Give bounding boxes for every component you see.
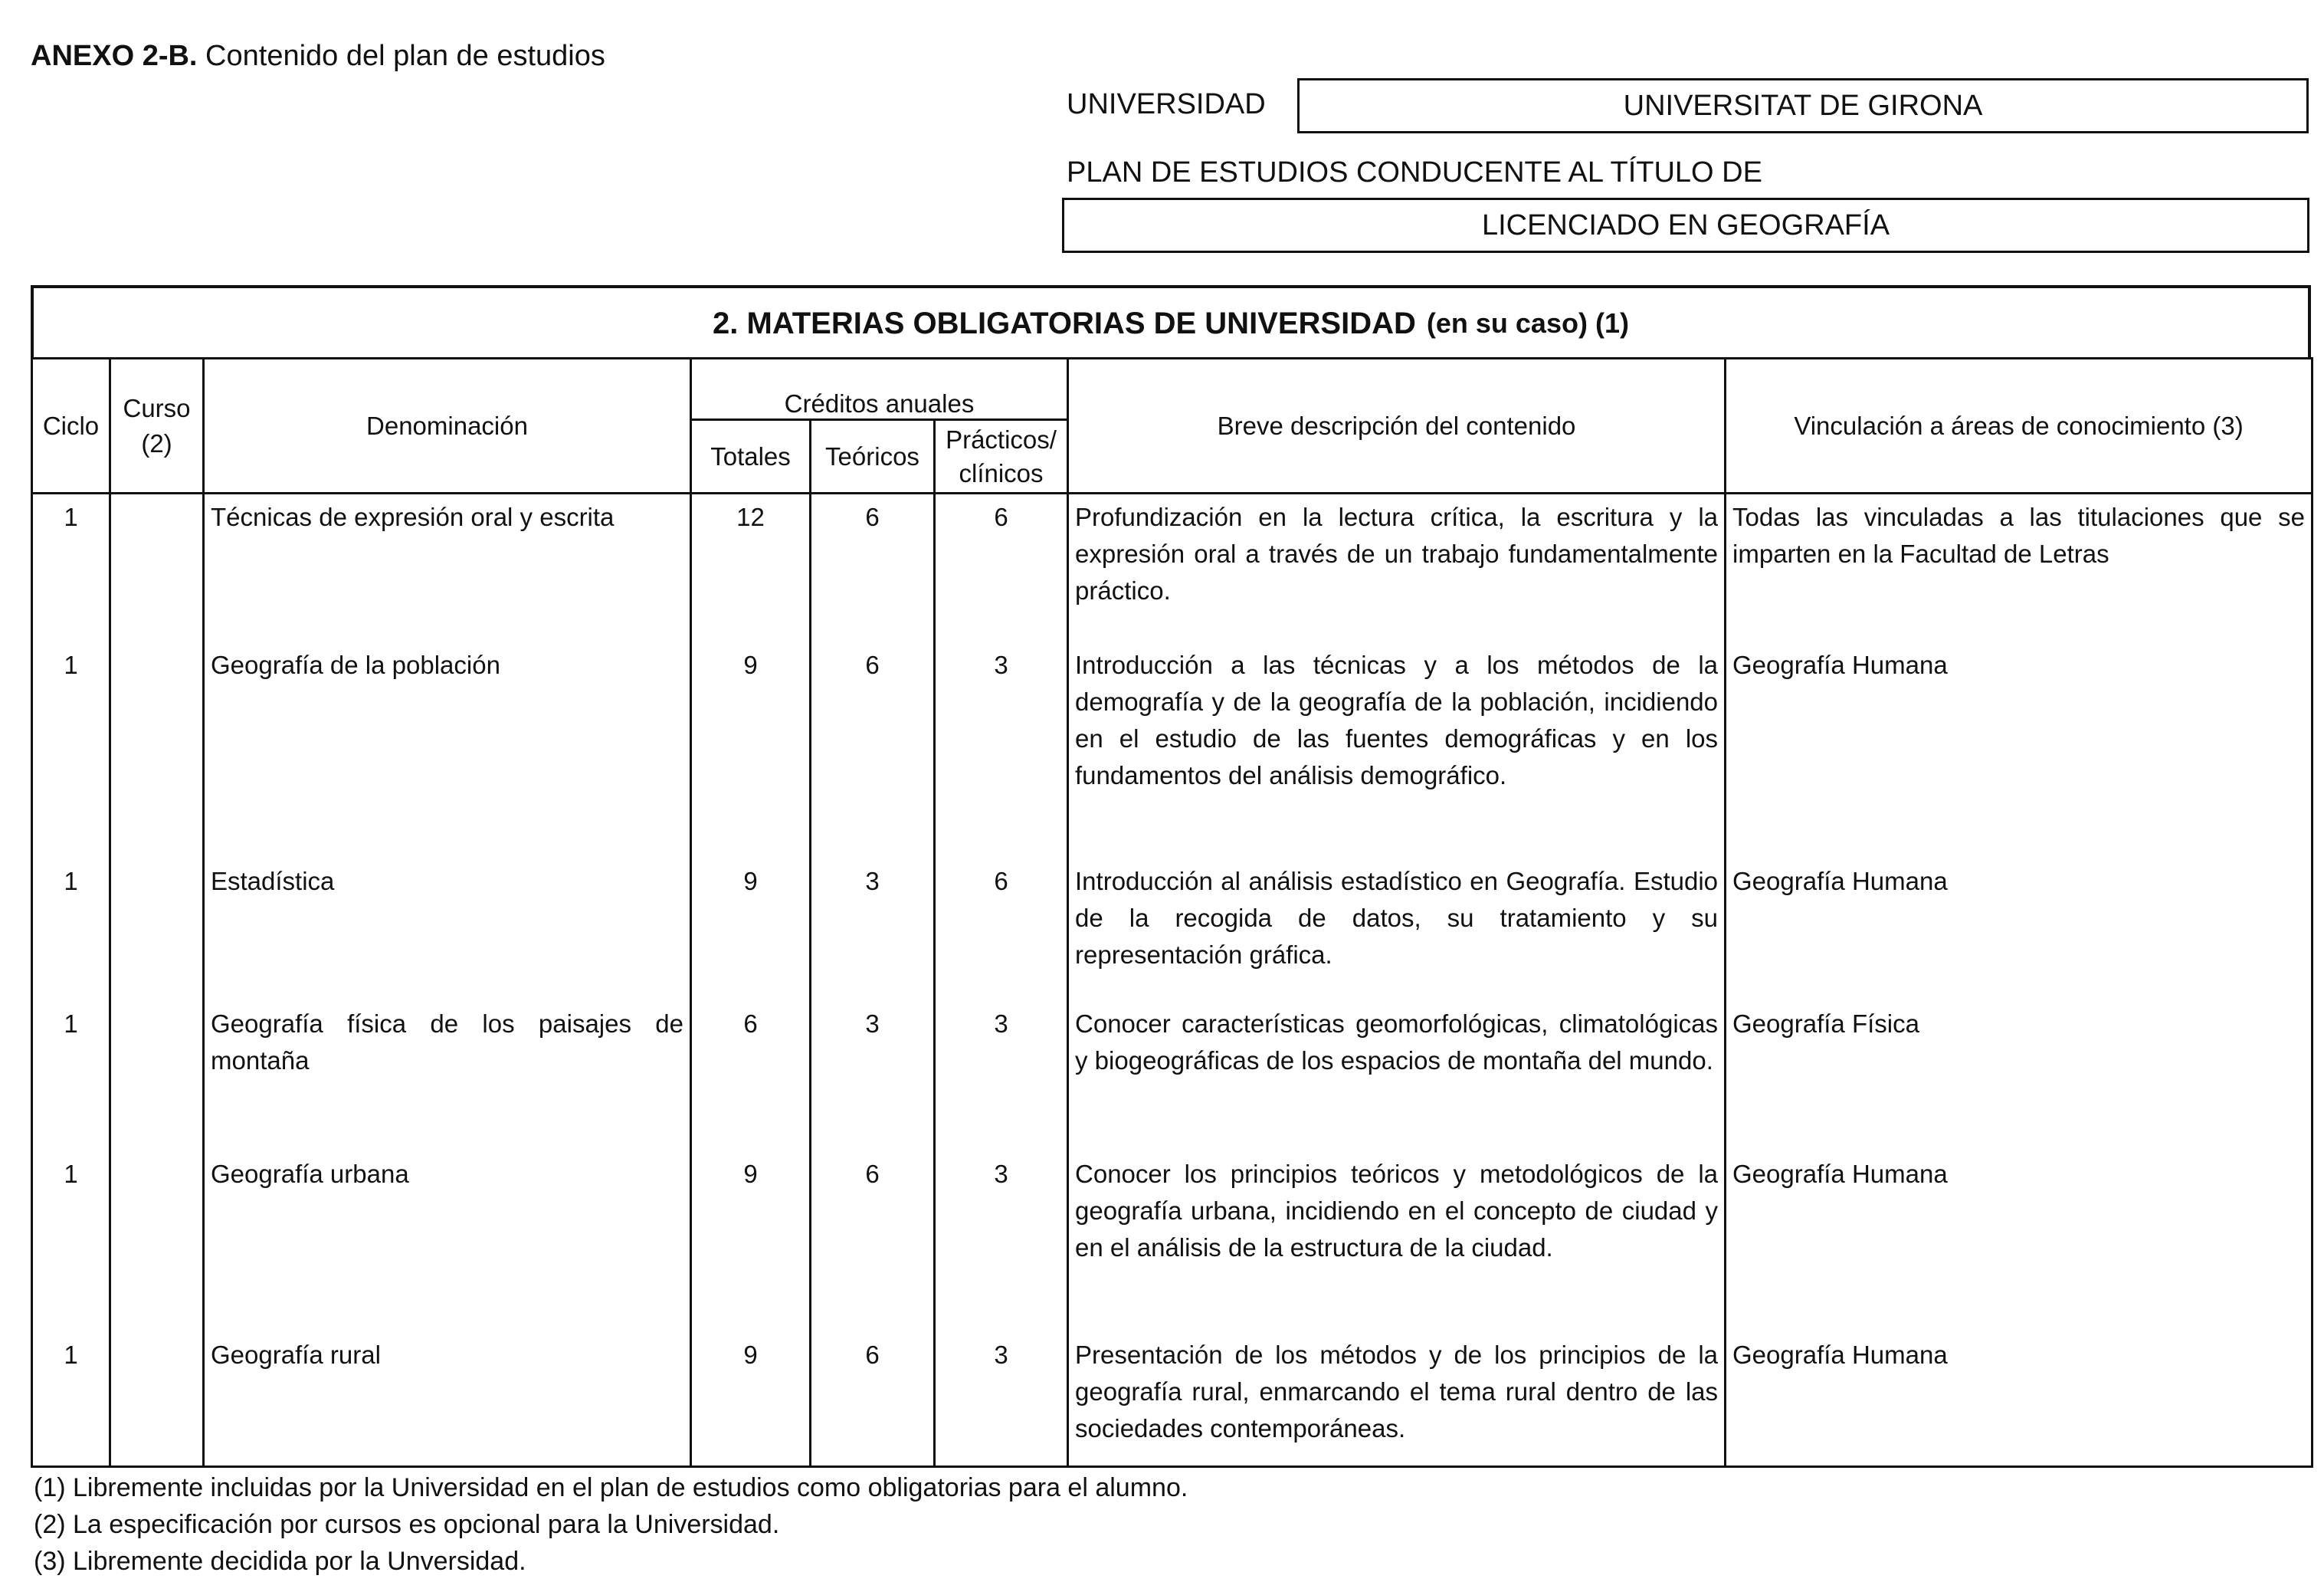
row-totales: 12 [736, 503, 765, 531]
header-teoricos: Teóricos [811, 420, 935, 494]
row-practicos: 3 [994, 1340, 1008, 1369]
row-descripcion: Introducción a las técnicas y a los métodos de la demografía y de la geografía de la población, incidiendo en el estudio de las fuentes demográficas y en los fundamentos del análisis demográfico. [1075, 650, 1719, 789]
row-practicos: 3 [994, 1159, 1008, 1188]
header-creditos: Créditos anuales [691, 359, 1068, 420]
row-curso [111, 1151, 202, 1160]
row-denominacion: Estadística [211, 866, 335, 895]
footnote-1: (1) Libremente incluidas por la Universidad en el plan de estudios como obligatorias para el alumno. [34, 1473, 1188, 1502]
titulo-value: LICENCIADO EN GEOGRAFÍA [1481, 208, 1890, 241]
row-vinculacion: Geografía Humana [1732, 1340, 1948, 1369]
table-row [32, 1151, 2313, 1332]
row-denominacion: Geografía de la población [211, 650, 500, 679]
row-curso [111, 1001, 202, 1010]
footnotes [34, 1469, 1188, 1580]
titulo-value-box [1062, 198, 2309, 253]
row-totales: 9 [743, 866, 758, 895]
table-row [32, 1001, 2313, 1151]
row-denominacion: Geografía física de los paisajes de montaña [211, 1009, 683, 1075]
row-vinculacion: Geografía Humana [1732, 866, 1948, 895]
row-totales: 9 [743, 1159, 758, 1188]
row-totales: 9 [743, 650, 758, 679]
row-teoricos: 3 [865, 866, 880, 895]
row-vinculacion: Geografía Humana [1732, 650, 1948, 679]
universidad-value-box [1297, 78, 2309, 133]
footnote-2: (2) La especificación por cursos es opcional para la Universidad. [34, 1510, 780, 1539]
table-row [32, 642, 2313, 858]
row-curso [111, 494, 202, 504]
header-practicos: Prácticos/ clínicos [935, 420, 1068, 494]
row-curso [111, 642, 202, 652]
row-descripcion: Profundización en la lectura crítica, la escritura y la expresión oral a través de un trabajo fundamentalmente práctico. [1075, 503, 1719, 605]
row-teoricos: 6 [865, 650, 880, 679]
header-totales: Totales [691, 420, 811, 494]
row-descripcion: Introducción al análisis estadístico en Geografía. Estudio de la recogida de datos, su tratamiento y su representación gráfica. [1075, 866, 1719, 969]
row-vinculacion: Todas las vinculadas a las titulaciones que se imparten en la Facultad de Letras [1732, 503, 2306, 568]
materias-table [31, 357, 2313, 1468]
universidad-value: UNIVERSITAT DE GIRONA [1623, 89, 1983, 122]
table-title-sub: (en su caso) (1) [1426, 307, 1629, 339]
row-teoricos: 6 [865, 503, 880, 531]
row-denominacion: Geografía urbana [211, 1159, 409, 1188]
header-denominacion: Denominación [204, 359, 691, 494]
header-vinculacion: Vinculación a áreas de conocimiento (3) [1726, 359, 2313, 494]
row-ciclo: 1 [64, 1340, 78, 1369]
row-teoricos: 6 [865, 1340, 880, 1369]
table-row [32, 1332, 2313, 1467]
row-ciclo: 1 [64, 1159, 78, 1188]
row-teoricos: 6 [865, 1159, 880, 1188]
header-curso: Curso (2) [110, 359, 204, 494]
row-practicos: 3 [994, 650, 1008, 679]
annex-heading-rest: Contenido del plan de estudios [205, 40, 605, 72]
row-vinculacion: Geografía Física [1732, 1009, 1919, 1038]
row-practicos: 6 [994, 503, 1008, 531]
universidad-label: UNIVERSIDAD [1067, 88, 1266, 120]
row-ciclo: 1 [64, 650, 78, 679]
row-denominacion: Geografía rural [211, 1340, 381, 1369]
header-descripcion: Breve descripción del contenido [1068, 359, 1726, 494]
row-curso [111, 858, 202, 868]
row-curso [111, 1332, 202, 1341]
row-descripcion: Conocer los principios teóricos y metodológicos de la geografía urbana, incidiendo en el concepto de ciudad y en el análisis de la estructura de la ciudad. [1075, 1159, 1719, 1262]
table-title-main: 2. MATERIAS OBLIGATORIAS DE UNIVERSIDAD [713, 306, 1416, 340]
row-practicos: 3 [994, 1009, 1008, 1038]
table-row [32, 858, 2313, 1001]
table-row [32, 494, 2313, 642]
row-ciclo: 1 [64, 866, 78, 895]
row-ciclo: 1 [64, 1009, 78, 1038]
annex-heading [31, 40, 605, 73]
row-descripcion: Presentación de los métodos y de los principios de la geografía rural, enmarcando el tema rural dentro de las sociedades contemporáneas. [1075, 1340, 1719, 1443]
plan-label: PLAN DE ESTUDIOS CONDUCENTE AL TÍTULO DE [1067, 156, 1762, 189]
annex-heading-bold: ANEXO 2-B. [31, 40, 198, 72]
row-practicos: 6 [994, 866, 1008, 895]
row-totales: 9 [743, 1340, 758, 1369]
row-teoricos: 3 [865, 1009, 880, 1038]
row-totales: 6 [743, 1009, 758, 1038]
row-ciclo: 1 [64, 503, 78, 531]
footnote-3: (3) Libremente decidida por la Unversidad. [34, 1547, 526, 1576]
header-ciclo: Ciclo [32, 359, 110, 494]
row-descripcion: Conocer características geomorfológicas, climatológicas y biogeográficas de los espacios de montaña del mundo. [1075, 1009, 1719, 1075]
row-vinculacion: Geografía Humana [1732, 1159, 1948, 1188]
table-title [31, 285, 2311, 359]
row-denominacion: Técnicas de expresión oral y escrita [211, 503, 615, 531]
